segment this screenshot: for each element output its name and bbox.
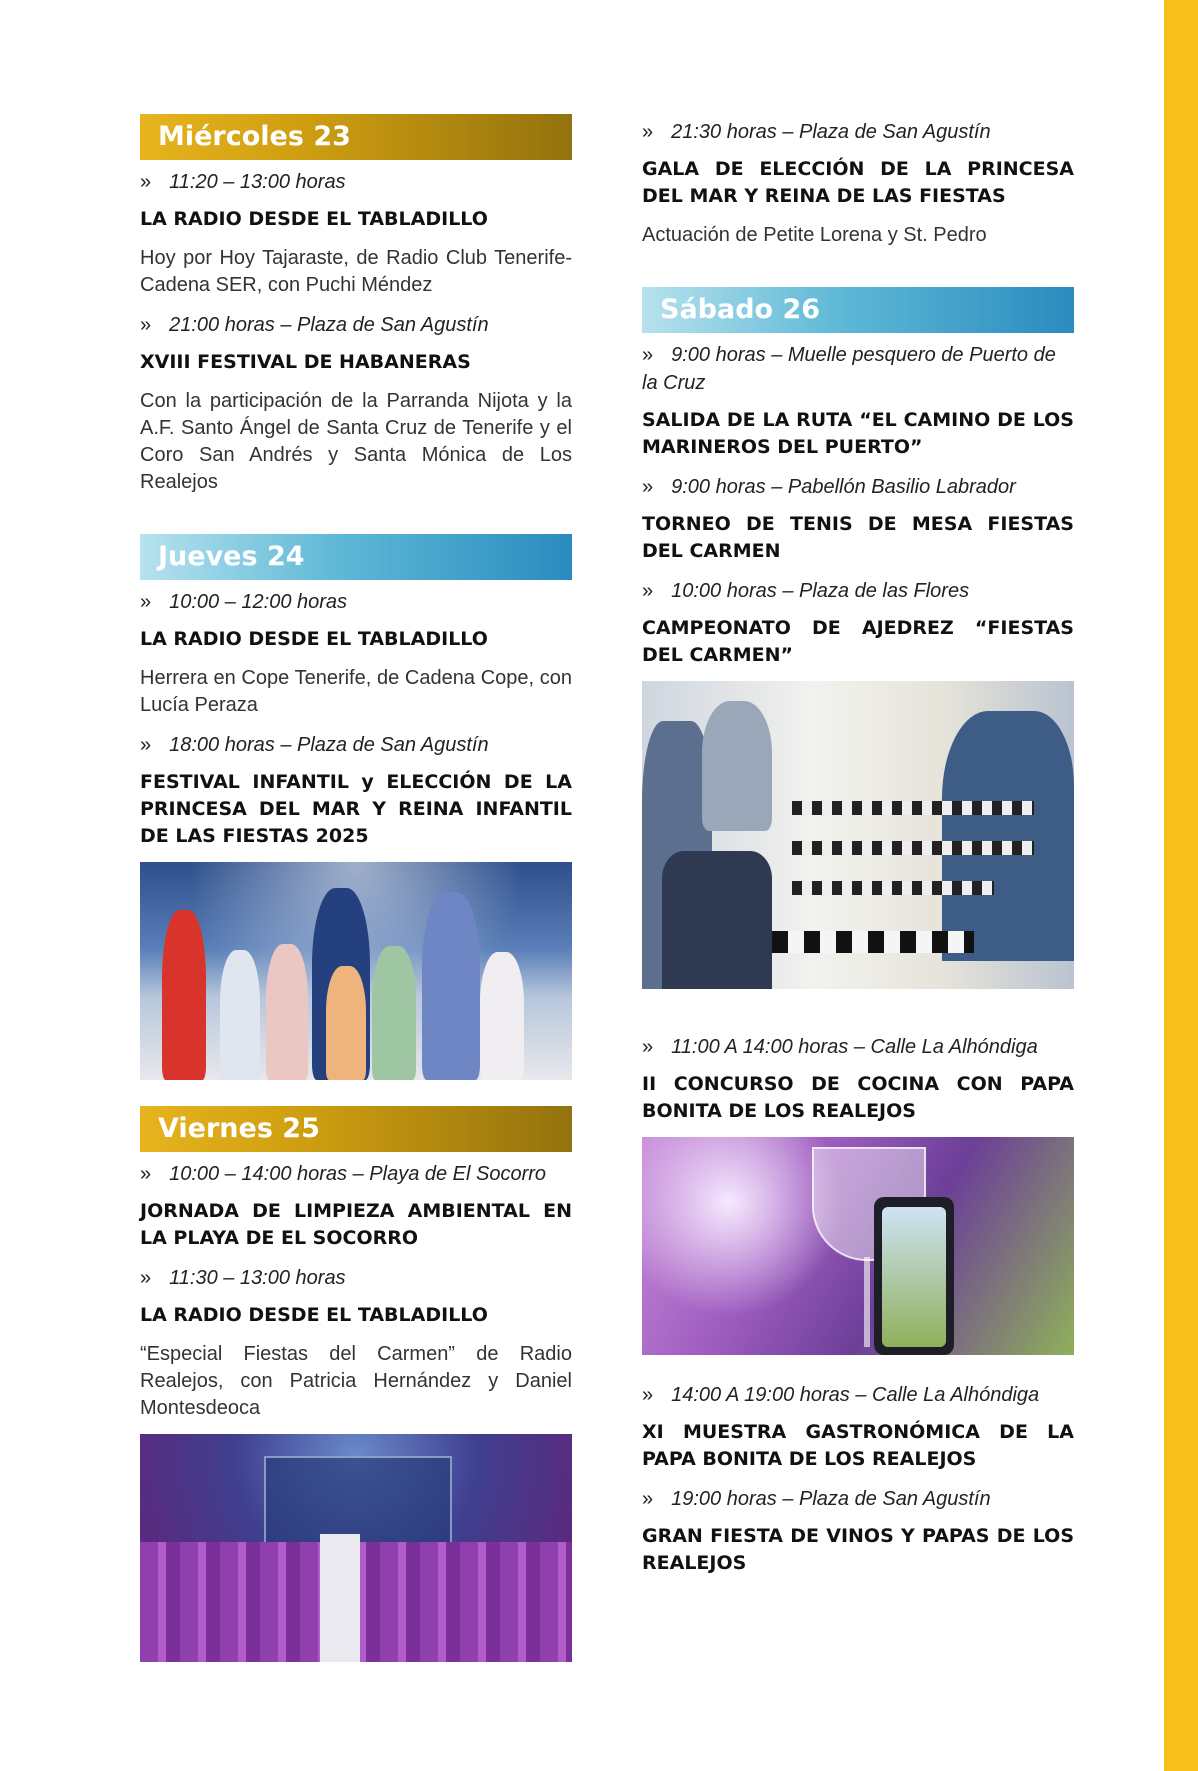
event-title: LA RADIO DESDE EL TABLADILLO: [140, 1304, 488, 1326]
day-header-friday: Viernes 25: [140, 1106, 572, 1152]
event-title: TORNEO DE TENIS DE MESA FIESTAS DEL CARMEN: [642, 513, 1074, 562]
side-color-bar: [1164, 0, 1198, 1771]
event-title: GRAN FIESTA DE VINOS Y PAPAS DE LOS REALEJOS: [642, 1525, 1074, 1574]
event-title: II CONCURSO DE COCINA CON PAPA BONITA DE LOS REALEJOS: [642, 1073, 1074, 1122]
event-description: Herrera en Cope Tenerife, de Cadena Cope, con Lucía Peraza: [140, 667, 572, 716]
bullet-icon: »: [642, 476, 654, 498]
event-description: “Especial Fiestas del Carmen” de Radio Realejos, con Patricia Hernández y Daniel Montesdeoca: [140, 1343, 572, 1419]
left-column: [140, 114, 572, 1662]
event-time: » 9:00 horas – Muelle pesquero de Puerto de la Cruz: [642, 344, 1056, 394]
day-header-wednesday: Miércoles 23: [140, 114, 572, 160]
event-time: » 21:00 horas – Plaza de San Agustín: [140, 314, 489, 336]
bullet-icon: »: [140, 1267, 152, 1289]
bullet-icon: »: [140, 314, 152, 336]
event-time: » 11:30 – 13:00 horas: [140, 1267, 346, 1289]
day-header-thursday: Jueves 24: [140, 534, 572, 580]
right-column: [642, 118, 1074, 1589]
bullet-icon: »: [140, 734, 152, 756]
photo-chess-tournament: [642, 681, 1074, 989]
event-time: » 10:00 – 12:00 horas: [140, 591, 348, 613]
event-title: CAMPEONATO DE AJEDREZ “FIESTAS DEL CARMEN”: [642, 617, 1074, 666]
bullet-icon: »: [642, 1384, 654, 1406]
event-title: XVIII FESTIVAL DE HABANERAS: [140, 351, 471, 373]
bullet-icon: »: [642, 1036, 654, 1058]
event-time: » 14:00 A 19:00 horas – Calle La Alhóndiga: [642, 1384, 1040, 1406]
bullet-icon: »: [642, 344, 654, 366]
event-title: XI MUESTRA GASTRONÓMICA DE LA PAPA BONITA DE LOS REALEJOS: [642, 1421, 1074, 1470]
event-time: » 9:00 horas – Pabellón Basilio Labrador: [642, 476, 1016, 498]
photo-children-pageant: [140, 862, 572, 1080]
bullet-icon: »: [140, 171, 152, 193]
bullet-icon: »: [140, 1163, 152, 1185]
bullet-icon: »: [642, 580, 654, 602]
event-title: GALA DE ELECCIÓN DE LA PRINCESA DEL MAR Y REINA DE LAS FIESTAS: [642, 158, 1074, 207]
event-description: Con la participación de la Parranda Nijota y la A.F. Santo Ángel de Santa Cruz de Tenerife y el Coro San Andrés y Santa Mónica de Los Realejos: [140, 390, 572, 493]
day-header-saturday: Sábado 26: [642, 287, 1074, 333]
event-title: LA RADIO DESDE EL TABLADILLO: [140, 628, 488, 650]
event-title: LA RADIO DESDE EL TABLADILLO: [140, 208, 488, 230]
event-time: » 10:00 horas – Plaza de las Flores: [642, 580, 970, 602]
bullet-icon: »: [140, 591, 152, 613]
event-description: Hoy por Hoy Tajaraste, de Radio Club Tenerife-Cadena SER, con Puchi Méndez: [140, 247, 572, 296]
photo-queens-stage: [140, 1434, 572, 1662]
event-description: Actuación de Petite Lorena y St. Pedro: [642, 224, 987, 246]
event-time: » 11:20 – 13:00 horas: [140, 171, 346, 193]
event-time: » 19:00 horas – Plaza de San Agustín: [642, 1488, 991, 1510]
event-time: » 18:00 horas – Plaza de San Agustín: [140, 734, 489, 756]
event-time: » 10:00 – 14:00 horas – Playa de El Socorro: [140, 1163, 547, 1185]
event-title: JORNADA DE LIMPIEZA AMBIENTAL EN LA PLAYA DE EL SOCORRO: [140, 1200, 572, 1249]
event-title: SALIDA DE LA RUTA “EL CAMINO DE LOS MARINEROS DEL PUERTO”: [642, 409, 1074, 458]
bullet-icon: »: [642, 121, 654, 143]
photo-wine-glass: [642, 1137, 1074, 1355]
event-time: » 11:00 A 14:00 horas – Calle La Alhóndiga: [642, 1036, 1038, 1058]
event-time: » 21:30 horas – Plaza de San Agustín: [642, 121, 991, 143]
event-title: FESTIVAL INFANTIL y ELECCIÓN DE LA PRINCESA DEL MAR Y REINA INFANTIL DE LAS FIESTAS 2025: [140, 771, 572, 847]
bullet-icon: »: [642, 1488, 654, 1510]
